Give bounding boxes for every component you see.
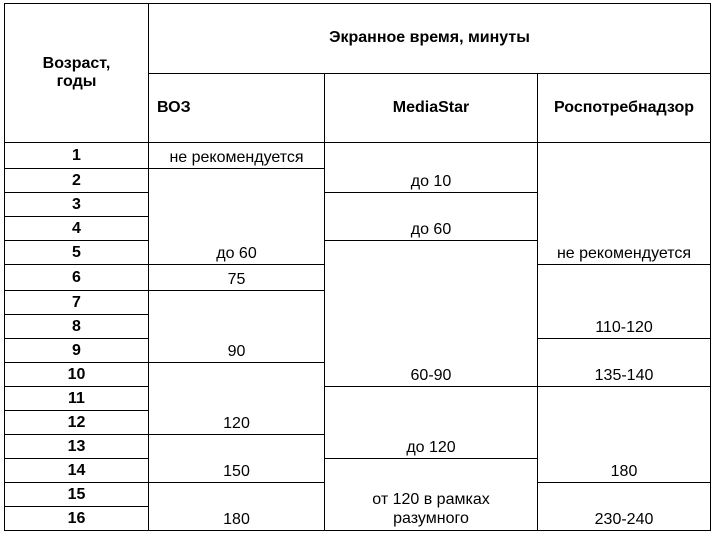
- mediastar-cell: 60-90: [325, 241, 538, 387]
- mediastar-last-value: от 120 в рамках разумного: [372, 491, 490, 527]
- age-cell: 11: [5, 387, 149, 411]
- rospotrebnadzor-cell: 230-240: [538, 483, 711, 531]
- voz-cell: 90: [149, 291, 325, 363]
- age-cell: 10: [5, 363, 149, 387]
- age-cell: 12: [5, 411, 149, 435]
- source-mediastar: MediaStar: [325, 73, 538, 143]
- rospotrebnadzor-cell: 135-140: [538, 339, 711, 387]
- age-cell: 5: [5, 241, 149, 265]
- mediastar-cell: до 10: [325, 143, 538, 193]
- age-cell: 13: [5, 435, 149, 459]
- mediastar-cell: [325, 459, 538, 531]
- voz-cell: 75: [149, 265, 325, 291]
- voz-cell: не рекомендуется: [149, 143, 325, 169]
- age-header: Возраст, годы: [5, 4, 149, 143]
- mediastar-cell: до 60: [325, 193, 538, 241]
- mediastar-cell: до 120: [325, 387, 538, 459]
- header-row: [5, 4, 711, 74]
- rospotrebnadzor-cell: 180: [538, 387, 711, 483]
- table-row: [5, 387, 711, 411]
- voz-cell: до 60: [149, 169, 325, 265]
- screen-time-header: Экранное время, минуты: [149, 4, 711, 74]
- voz-cell: 120: [149, 363, 325, 435]
- voz-cell: 180: [149, 483, 325, 531]
- age-cell: 15: [5, 483, 149, 507]
- age-cell: 4: [5, 217, 149, 241]
- age-cell: 9: [5, 339, 149, 363]
- table-row: [5, 143, 711, 169]
- screen-time-table: [4, 3, 711, 531]
- age-cell: 6: [5, 265, 149, 291]
- rospotrebnadzor-cell: не рекомендуется: [538, 143, 711, 265]
- voz-cell: 150: [149, 435, 325, 483]
- rospotrebnadzor-cell: 110-120: [538, 265, 711, 339]
- source-rospotrebnadzor: Роспотребнадзор: [538, 73, 711, 143]
- age-cell: 14: [5, 459, 149, 483]
- age-cell: 3: [5, 193, 149, 217]
- age-cell: 8: [5, 315, 149, 339]
- age-cell: 2: [5, 169, 149, 193]
- age-cell: 16: [5, 507, 149, 531]
- age-cell: 1: [5, 143, 149, 169]
- screen-time-table-wrapper: [4, 3, 711, 531]
- age-cell: 7: [5, 291, 149, 315]
- source-voz: ВОЗ: [149, 73, 325, 143]
